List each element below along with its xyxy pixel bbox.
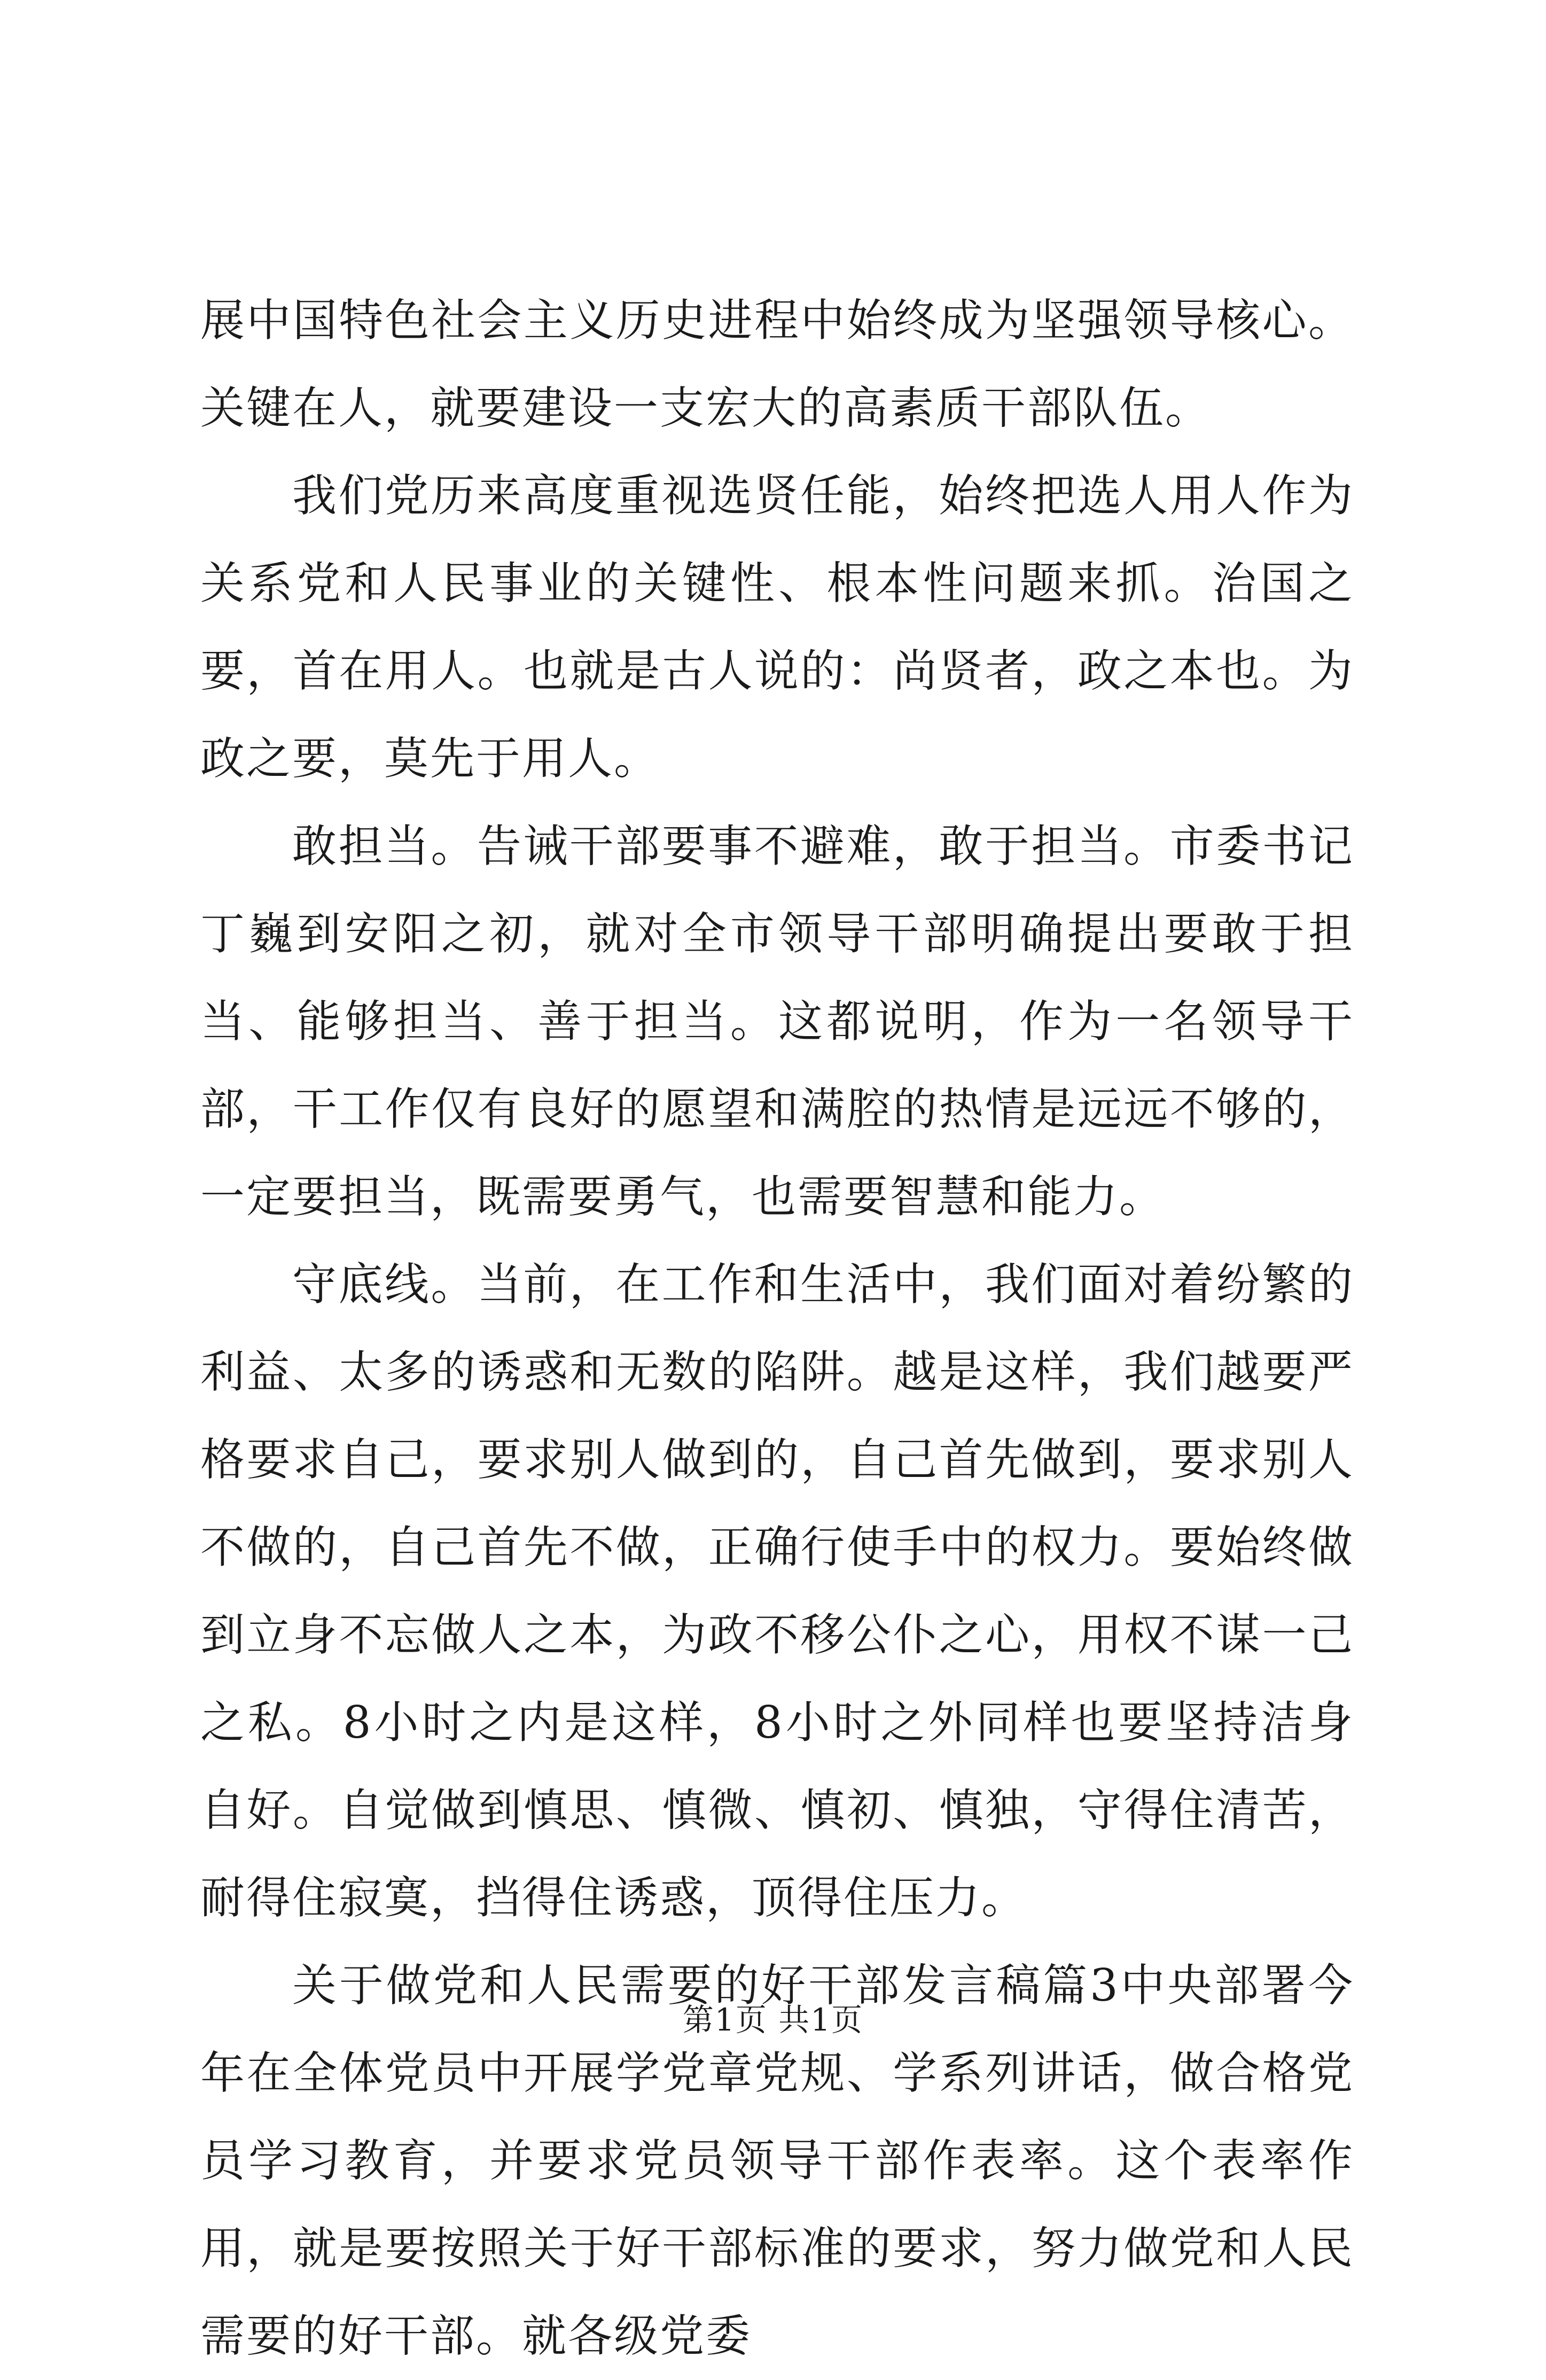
page-number-footer: 第1页 共1页: [682, 2002, 864, 2038]
paragraph-continuation: 展中国特色社会主义历史进程中始终成为坚强领导核心。关键在人，就要建设一支宏大的高素质干部队伍。: [200, 294, 1354, 434]
paragraph-selecting-talent: 我们党历来高度重视选贤任能，始终把选人用人作为关系党和人民事业的关键性、根本性问题来抓。治国之要，首在用人。也就是古人说的：尚贤者，政之本也。为政之要，莫先于用人。: [200, 470, 1354, 784]
paragraph-dare-to-take-responsibility: 敢担当。告诫干部要事不避难，敢于担当。市委书记丁巍到安阳之初，就对全市领导干部明确提出要敢于担当、能够担当、善于担当。这都说明，作为一名领导干部，干工作仅有良好的愿望和满腔的热情是远远不够的，一定要担当，既需要勇气，也需要智慧和能力。: [200, 820, 1354, 1223]
document-body: [200, 277, 1354, 2380]
paragraph-hold-the-bottom-line: 守底线。当前，在工作和生活中，我们面对着纷繁的利益、太多的诱惑和无数的陷阱。越是这样，我们越要严格要求自己，要求别人做到的，自己首先做到，要求别人不做的，自己首先不做，正确行使手中的权力。要始终做到立身不忘做人之本，为政不移公仆之心，用权不谋一己之私。8小时之内是这样，8小时之外同样也要坚持洁身自好。自觉做到慎思、慎微、慎初、慎独，守得住清苦，耐得住寂寞，挡得住诱惑，顶得住压力。: [200, 1258, 1354, 1924]
paragraph-speech-part-3: 关于做党和人民需要的好干部发言稿篇3中央部署今年在全体党员中开展学党章党规、学系列讲话，做合格党员学习教育，并要求党员领导干部作表率。这个表率作用，就是要按照关于好干部标准的要求，努力做党和人民需要的好干部。就各级党委: [200, 1959, 1354, 2362]
